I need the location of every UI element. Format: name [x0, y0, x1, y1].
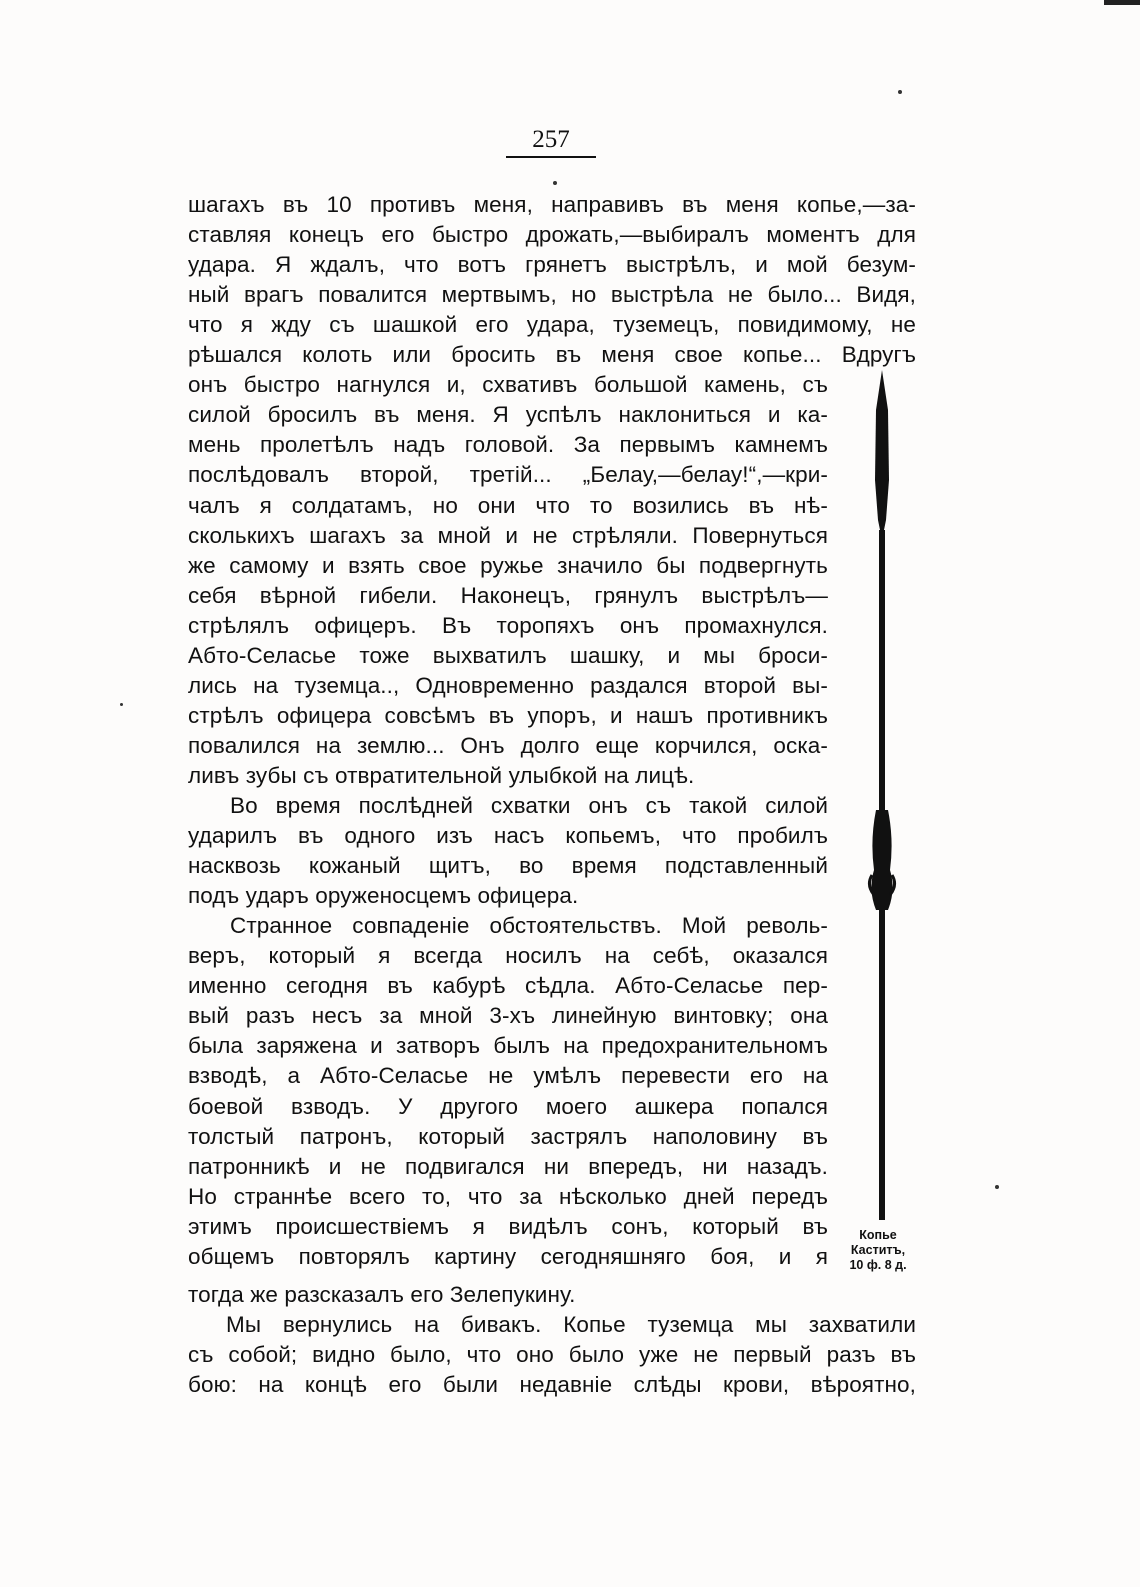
text-line: Но страннѣе всего то, что за нѣсколько дней передъ	[188, 1183, 828, 1209]
text-line: мень пролетѣлъ надъ головой. За первымъ камнемъ	[188, 432, 828, 458]
text-line: же самому и взять свое ружье значило бы подвергнуть	[188, 552, 828, 578]
text-line: шагахъ въ 10 противъ меня, направивъ въ меня копье,—за-	[188, 192, 916, 217]
text-line: ливъ зубы съ отвратительной улыбкой на лицѣ.	[188, 762, 695, 788]
text-line: Во время послѣдней схватки онъ съ такой силой	[230, 793, 828, 818]
text-line: чалъ я солдатамъ, но они что то возились въ нѣ-	[188, 492, 828, 518]
text-line: боевой взводъ. У другого моего ашкера попался	[188, 1093, 828, 1119]
text-line: силой бросилъ въ меня. Я успѣлъ наклониться и ка-	[188, 402, 828, 428]
text-line: удара. Я ждалъ, что вотъ грянетъ выстрѣлъ, и мой безум-	[188, 252, 916, 278]
text-line: Абто-Селасье тоже выхватилъ шашку, и мы броси-	[188, 642, 828, 668]
figure-caption	[838, 1228, 918, 1273]
text-line: именно сегодня въ кабурѣ сѣдла. Абто-Селасье пер-	[188, 973, 828, 999]
text-line: что я жду съ шашкой его удара, туземецъ, повидимому, не	[188, 312, 916, 338]
text-line: себя вѣрной гибели. Наконецъ, грянулъ выстрѣлъ—	[188, 582, 828, 608]
text-line: ударилъ въ одного изъ насъ копьемъ, что пробилъ	[188, 823, 828, 849]
text-line: стрѣлялъ офицеръ. Въ торопяхъ онъ промахнулся.	[188, 612, 828, 638]
text-line: повалился на землю... Онъ долго еще корчился, оска-	[188, 732, 828, 758]
text-line: лись на туземца.., Одновременно раздался второй вы-	[188, 672, 828, 698]
scan-speck	[995, 1185, 999, 1189]
text-line: была заряжена и затворъ былъ на предохранительномъ	[188, 1033, 828, 1059]
text-line: веръ, который я всегда носилъ на себѣ, оказался	[188, 943, 828, 969]
text-line: бою: на концѣ его были недавнiе слѣды крови, вѣроятно,	[188, 1371, 916, 1397]
text-line: Странное совпаденiе обстоятельствъ. Мой револь-	[230, 913, 828, 939]
page-number: 257	[506, 126, 596, 158]
text-line: стрѣлъ офицера совсѣмъ въ упоръ, и нашъ противникъ	[188, 702, 828, 728]
text-line: тогда же разсказалъ его Зелепукину.	[188, 1281, 576, 1307]
caption-title: Копье	[859, 1228, 897, 1242]
text-line: толстый патронъ, который застрялъ наполовину въ	[188, 1123, 828, 1149]
text-line: Мы вернулись на бивакъ. Копье туземца мы захватили	[226, 1311, 916, 1337]
scan-corner-mark	[1104, 0, 1140, 5]
text-line: этимъ происшествiемъ я видѣлъ сонъ, который въ	[188, 1213, 828, 1239]
text-line: ставляя конецъ его быстро дрожать,—выбиралъ моментъ для	[188, 222, 916, 248]
scan-speck	[898, 90, 902, 94]
text-line: онъ быстро нагнулся и, схвативъ большой камень, съ	[188, 372, 828, 398]
text-line: подъ ударъ оруженосцемъ офицера.	[188, 883, 579, 909]
text-line: вый разъ несъ за мной 3-хъ линейную винтовку; она	[188, 1003, 828, 1029]
text-line: патронникѣ и не подвигался ни впередъ, ни назадъ.	[188, 1153, 828, 1179]
text-line: насквозь кожаный щитъ, во время подставленный	[188, 853, 828, 879]
text-line: взводѣ, а Абто-Селасье не умѣлъ перевести его на	[188, 1063, 828, 1089]
spear-icon	[852, 370, 912, 1220]
scan-speck	[120, 703, 123, 706]
text-line: общемъ повторялъ картину сегодняшняго боя, и я	[188, 1243, 828, 1269]
text-line: послѣдовалъ второй, третiй... „Белау,—белау!“,—кри-	[188, 462, 828, 488]
text-line: рѣшался колоть или бросить въ меня свое копье... Вдругъ	[188, 342, 916, 368]
text-line: сколькихъ шагахъ за мной и не стрѣляли. Повернуться	[188, 522, 828, 548]
text-line: съ собой; видно было, что оно было уже не первый разъ въ	[188, 1341, 916, 1367]
text-line: ный врагъ повалится мертвымъ, но выстрѣла не было... Видя,	[188, 282, 916, 308]
caption-name: Каститъ,	[850, 1243, 906, 1257]
caption-length: 10 ф. 8 д.	[849, 1258, 907, 1272]
scan-speck	[553, 181, 557, 185]
